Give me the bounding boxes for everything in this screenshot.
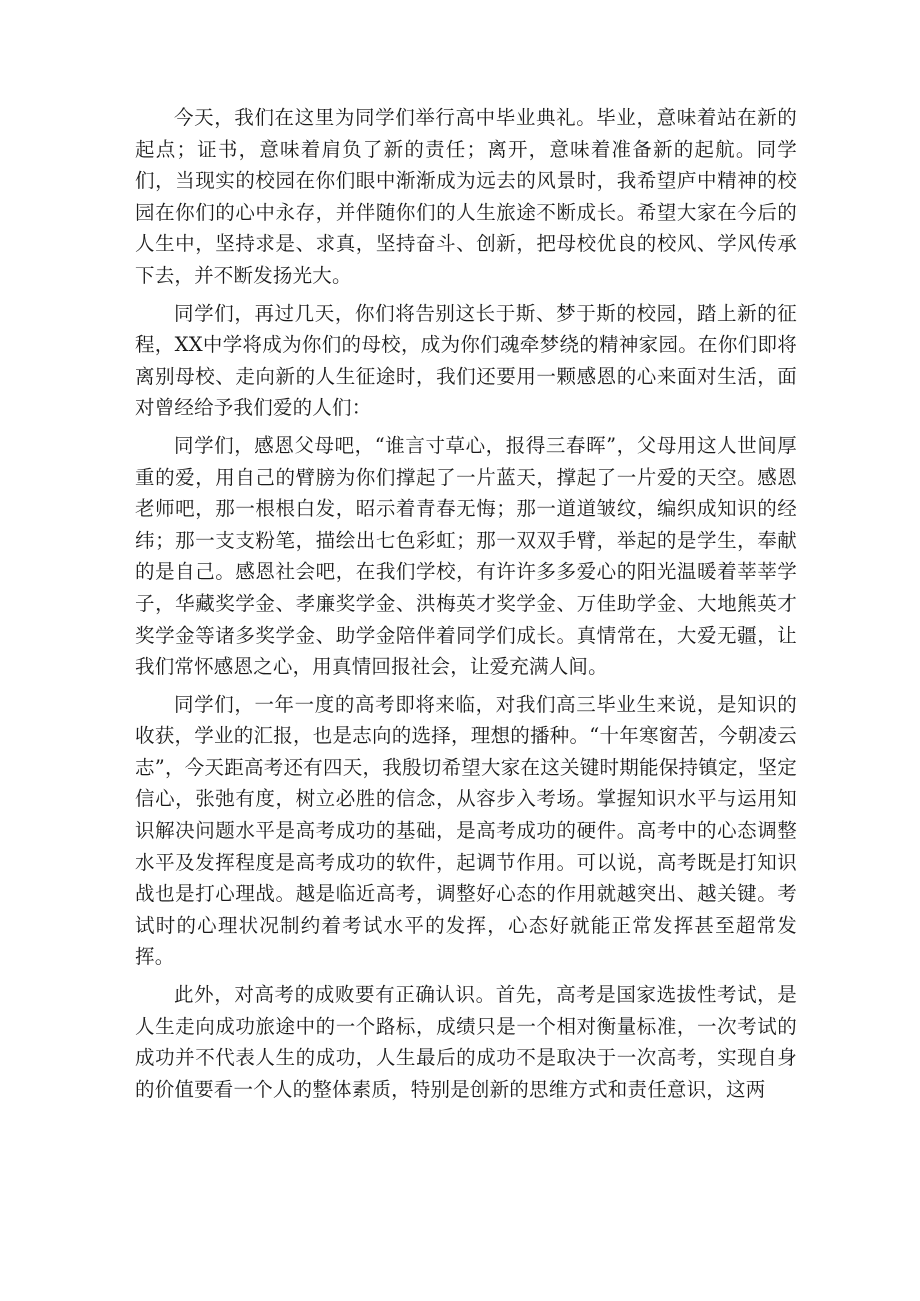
paragraph-graduation-ceremony: 今天，我们在这里为同学们举行高中毕业典礼。毕业，意味着站在新的起点；证书，意味着肩负了新的责任；离开，意味着准备新的起航。同学们，当现实的校园在你们眼中渐渐成为远去的风景时，我希望庐中精神的校园在你们的心中永存，并伴随你们的人生旅途不断成长。希望大家在今后的人生中，坚持求是、求真，坚持奋斗、创新，把母校优良的校风、学风传承下去，并不断发扬光大。 <box>135 106 797 287</box>
paragraph-gaokao-perspective: 此外，对高考的成败要有正确认识。首先，高考是国家选拔性考试，是人生走向成功旅途中的一个路标，成绩只是一个相对衡量标准，一次考试的成功并不代表人生的成功，人生最后的成功不是取决于一次高考，实现自身的价值要看一个人的整体素质，特别是创新的思维方式和责任意识，这两 <box>135 983 797 1101</box>
paragraph-farewell-campus: 同学们，再过几天，你们将告别这长于斯、梦于斯的校园，踏上新的征程，XX中学将成为你们的母校，成为你们魂牵梦绕的精神家园。在你们即将离别母校、走向新的人生征途时，我们还要用一颗感恩的心来面对生活，面对曾经给予我们爱的人们： <box>135 301 797 420</box>
paragraph-gratitude: 同学们，感恩父母吧，“谁言寸草心，报得三春晖”，父母用这人世间厚重的爱，用自己的臂膀为你们撑起了一片蓝天，撑起了一片爱的天空。感恩老师吧，那一根根白发，昭示着青春无悔；那一道道皱纹，编织成知识的经纬；那一支支粉笔，描绘出七色彩虹；那一双双手臂，举起的是学生，奉献的是自己。感恩社会吧，在我们学校，有许许多多爱心的阳光温暖着莘莘学子，华藏奖学金、孝廉奖学金、洪梅英才奖学金、万佳助学金、大地熊英才奖学金等诸多奖学金、助学金陪伴着同学们成长。真情常在，大爱无疆，让我们常怀感恩之心，用真情回报社会，让爱充满人间。 <box>135 433 797 679</box>
document-page <box>135 102 797 1105</box>
paragraph-gaokao-mindset: 同学们，一年一度的高考即将来临，对我们高三毕业生来说，是知识的收获，学业的汇报，也是志向的选择，理想的播种。“十年寒窗苦，今朝凌云志”，今天距高考还有四天，我殷切希望大家在这关键时期能保持镇定，坚定信心，张弛有度，树立必胜的信念，从容步入考场。掌握知识水平与运用知识解决问题水平是高考成功的基础，是高考成功的硬件。高考中的心态调整水平及发挥程度是高考成功的软件，起调节作用。可以说，高考既是打知识战也是打心理战。越是临近高考，调整好心态的作用就越突出、越关键。考试时的心理状况制约着考试水平的发挥，心态好就能正常发挥甚至超常发挥。 <box>135 692 797 969</box>
